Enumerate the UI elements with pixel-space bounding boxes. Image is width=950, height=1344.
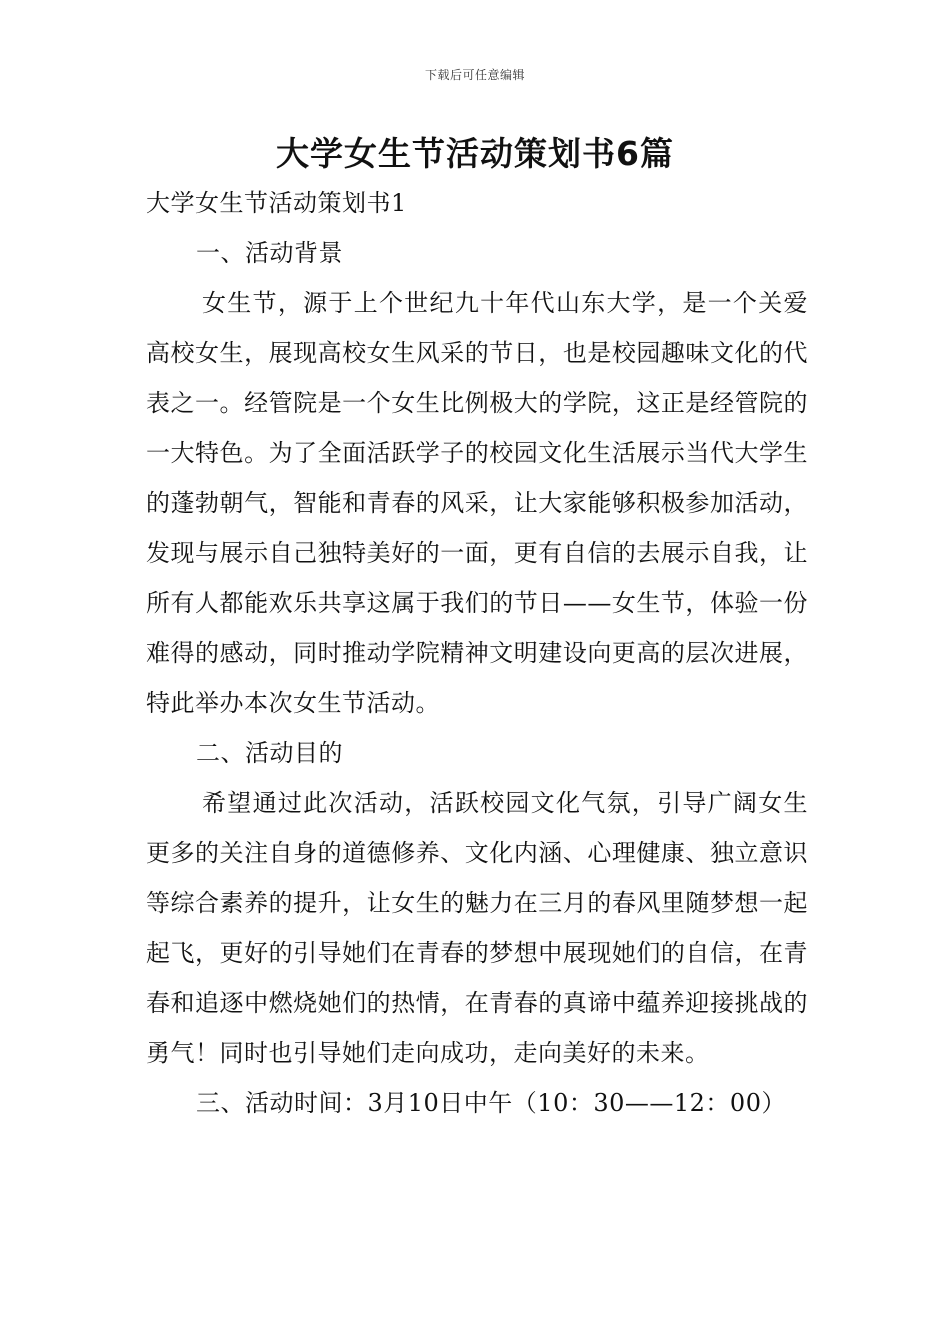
document-title: 大学女生节活动策划书6篇: [276, 134, 674, 173]
section-heading-time: 三、活动时间：3月10日中午（10：30——12：00）: [196, 1089, 786, 1117]
header-note: 下载后可任意编辑: [424, 68, 525, 82]
document-body: [146, 178, 808, 1128]
section-heading-background: 一、活动背景: [196, 239, 343, 267]
section-paragraph-background: 女生节，源于上个世纪九十年代山东大学，是一个关爱高校女生，展现高校女生风采的节日，也是校园趣味文化的代表之一。经管院是一个女生比例极大的学院，这正是经管院的一大特色。为了全面活跃学子的校园文化生活展示当代大学生的蓬勃朝气，智能和青春的风采，让大家能够积极参加活动，发现与展示自己独特美好的一面，更有自信的去展示自我，让所有人都能欢乐共享这属于我们的节日——女生节，体验一份难得的感动，同时推动学院精神文明建设向更高的层次进展，特此举办本次女生节活动。: [146, 289, 808, 717]
section-heading-purpose: 二、活动目的: [196, 739, 343, 767]
document-subtitle: 大学女生节活动策划书1: [146, 189, 407, 217]
section-paragraph-purpose: 希望通过此次活动，活跃校园文化气氛，引导广阔女生更多的关注自身的道德修养、文化内涵、心理健康、独立意识等综合素养的提升，让女生的魅力在三月的春风里随梦想一起起飞，更好的引导她们在青春的梦想中展现她们的自信，在青春和追逐中燃烧她们的热情，在青春的真谛中蕴养迎接挑战的勇气！同时也引导她们走向成功，走向美好的未来。: [146, 789, 808, 1067]
